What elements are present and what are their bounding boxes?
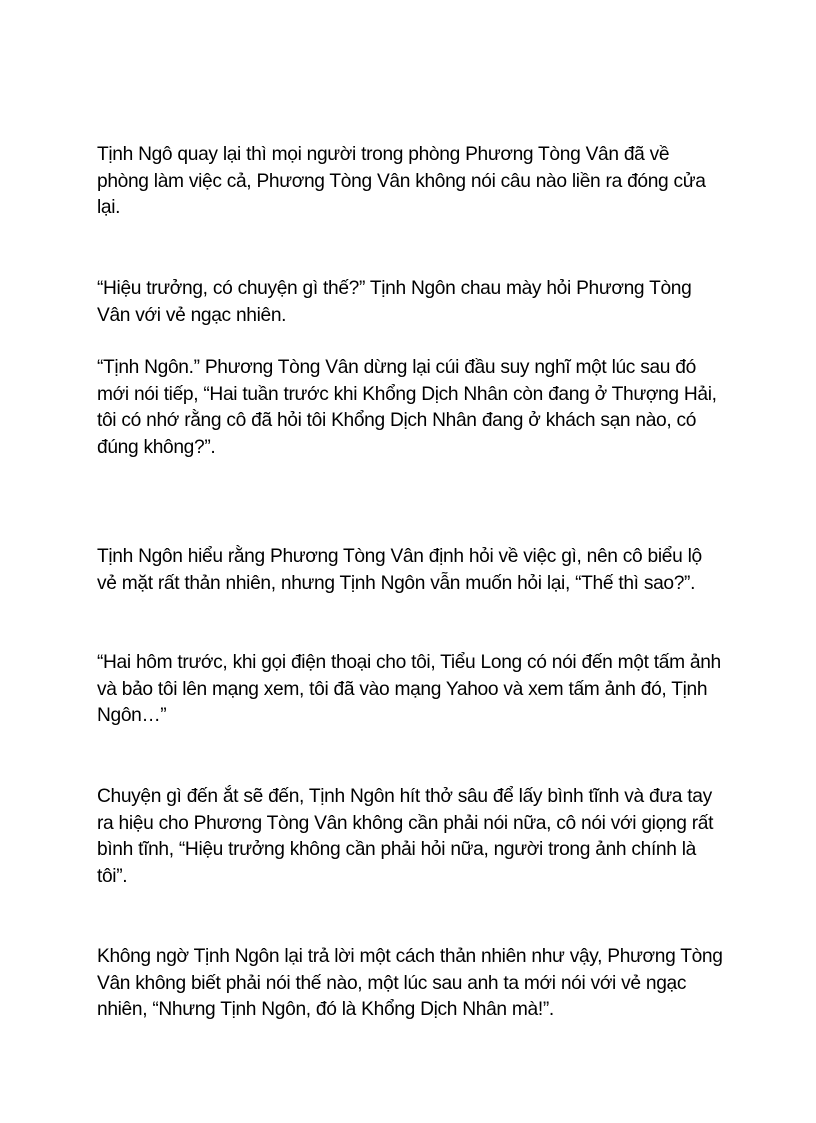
paragraph: Tịnh Ngôn hiểu rằng Phương Tòng Vân định hỏi về việc gì, nên cô biểu lộ vẻ mặt rất thản nhiên, nhưng Tịnh Ngôn vẫn muốn hỏi lại, “Thế thì sao?”.: [97, 546, 702, 594]
paragraph: Không ngờ Tịnh Ngôn lại trả lời một cách thản nhiên như vậy, Phương Tòng Vân không biết phải nói thế nào, một lúc sau anh ta mới nói với vẻ ngạc nhiên, “Nhưng Tịnh Ngôn, đó là Khổng Dịch Nhân mà!”.: [97, 946, 723, 1020]
paragraph: “Hai hôm trước, khi gọi điện thoại cho tôi, Tiểu Long có nói đến một tấm ảnh và bảo tôi lên mạng xem, tôi đã vào mạng Yahoo và xem tấm ảnh đó, Tịnh Ngôn…”: [97, 652, 721, 726]
paragraph: Chuyện gì đến ắt sẽ đến, Tịnh Ngôn hít thở sâu để lấy bình tĩnh và đưa tay ra hiệu cho Phương Tòng Vân không cần phải nói nữa, cô nói với giọng rất bình tĩnh, “Hiệu trưởng không cần phải hỏi nữa, người trong ảnh chính là tôi”.: [97, 786, 714, 887]
paragraph: “Tịnh Ngôn.” Phương Tòng Vân dừng lại cúi đầu suy nghĩ một lúc sau đó mới nói tiếp, “Hai tuần trước khi Khổng Dịch Nhân còn đang ở Thượng Hải, tôi có nhớ rằng cô đã hỏi tôi Khổng Dịch Nhân đang ở khách sạn nào, có đúng không?”.: [97, 357, 717, 458]
paragraph: “Hiệu trưởng, có chuyện gì thế?” Tịnh Ngôn chau mày hỏi Phương Tòng Vân với vẻ ngạc nhiên.: [97, 278, 692, 326]
paragraph: Tịnh Ngô quay lại thì mọi người trong phòng Phương Tòng Vân đã về phòng làm việc cả, Phương Tòng Vân không nói câu nào liền ra đóng cửa lại.: [97, 144, 706, 218]
